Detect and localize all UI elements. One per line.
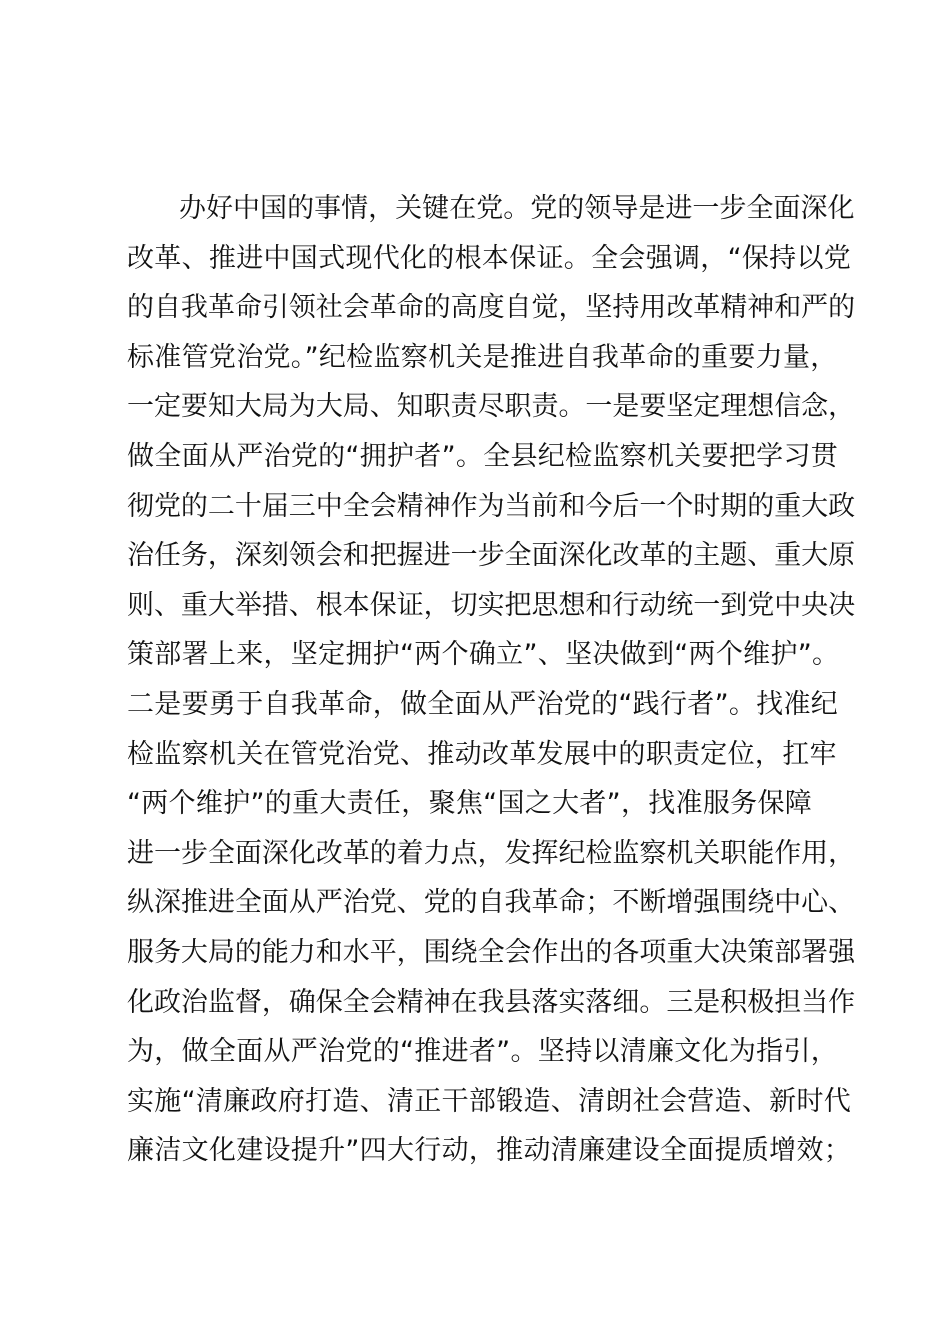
text-line: 服务大局的能力和水平，围绕全会作出的各项重大决策部署强	[127, 936, 856, 968]
text-line: 则、重大举措、根本保证，切实把思想和行动统一到党中央决	[127, 589, 856, 621]
body-paragraph	[127, 184, 856, 1176]
text-line: 一定要知大局为大局、知职责尽职责。一是要坚定理想信念，	[127, 391, 856, 423]
text-line: 进一步全面深化改革的着力点，发挥纪检监察机关职能作用，	[127, 837, 856, 869]
text-line: 改革、推进中国式现代化的根本保证。全会强调，“保持以党	[127, 242, 852, 274]
text-line: 实施“清廉政府打造、清正干部锻造、清朗社会营造、新时代	[127, 1085, 852, 1117]
text-line: 办好中国的事情，关键在党。党的领导是进一步全面深化	[179, 193, 855, 224]
text-line: 彻党的二十届三中全会精神作为当前和今后一个时期的重大政	[127, 490, 856, 522]
text-line: 做全面从严治党的“拥护者”。全县纪检监察机关要把学习贯	[127, 440, 839, 472]
text-line: 廉洁文化建设提升”四大行动，推动清廉建设全面提质增效；	[127, 1135, 852, 1167]
text-line: 策部署上来，坚定拥护“两个确立”、坚决做到“两个维护”。	[127, 639, 840, 671]
text-line: 的自我革命引领社会革命的高度自觉，坚持用改革精神和严的	[127, 292, 856, 324]
text-line: 化政治监督，确保全会精神在我县落实落细。三是积极担当作	[127, 986, 856, 1018]
text-line: “两个维护”的重大责任，聚焦“国之大者”，找准服务保障	[127, 788, 813, 820]
text-line: 二是要勇于自我革命，做全面从严治党的“践行者”。找准纪	[127, 688, 839, 720]
text-line: 治任务，深刻领会和把握进一步全面深化改革的主题、重大原	[127, 540, 856, 572]
text-line: 为，做全面从严治党的“推进者”。坚持以清廉文化为指引，	[127, 1036, 839, 1068]
text-line: 标准管党治党。”纪检监察机关是推进自我革命的重要力量，	[127, 341, 838, 373]
text-line: 纵深推进全面从严治党、党的自我革命；不断增强围绕中心、	[127, 887, 856, 919]
text-line: 检监察机关在管党治党、推动改革发展中的职责定位，扛牢	[127, 738, 837, 770]
